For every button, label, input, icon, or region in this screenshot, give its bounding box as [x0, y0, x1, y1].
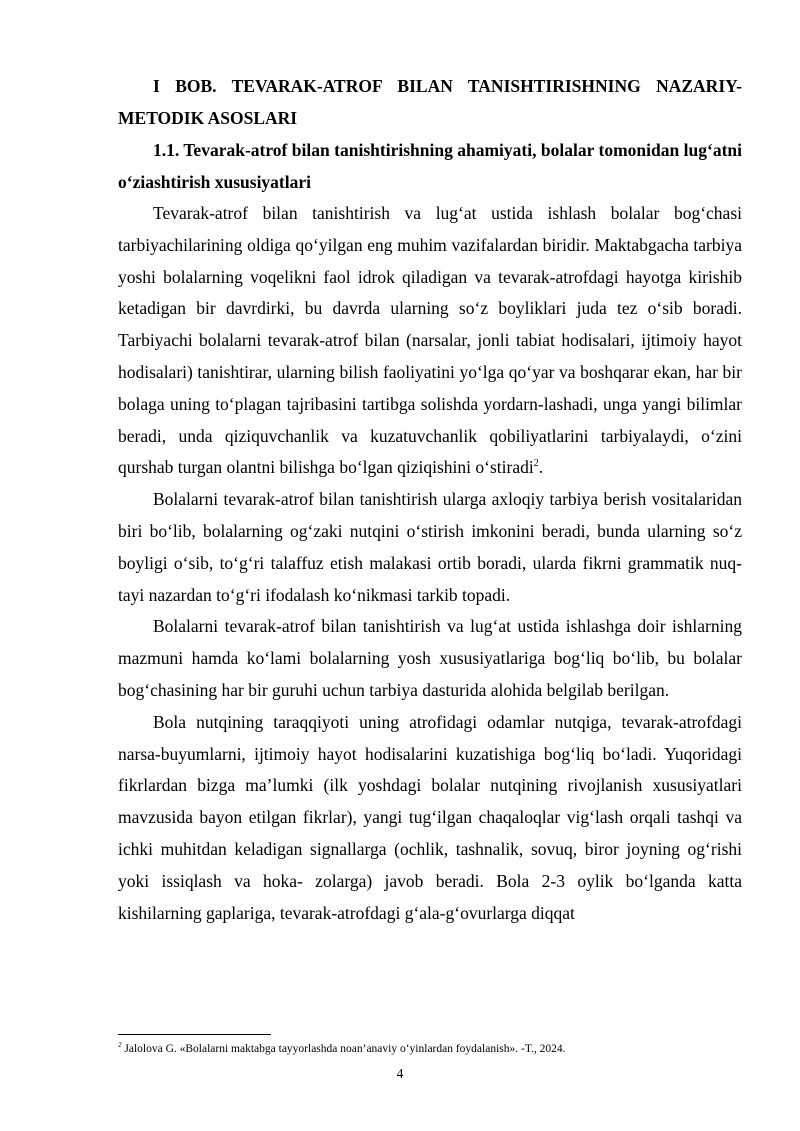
footnote-number: 2 — [118, 1041, 122, 1050]
body-paragraph: Bolalarni tevarak-atrof bilan tanishtirish ularga axloqiy tarbiya berish vositalaridan biri bo‘lib, bolalarning og‘zaki nutqini o‘stirish imkonini beradi, bunda ularning so‘z boyligi o‘sib, to‘g‘ri talaffuz etish malakasi ortib boradi, ularda fikrni grammatik nuq- tayi nazardan to‘g‘ri ifodalash ko‘nikmasi tarkib topadi. — [118, 489, 742, 605]
paragraph-text: Tevarak-atrof bilan tanishtirish va lug‘at ustida ishlash bolalar bog‘chasi tarbiyachilarining oldiga qo‘yilgan eng muhim vazifalardan biridir. Maktabgacha tarbiya yoshi bolalarning voqelikni faol idrok qiladigan va tevarak-atrofdagi hayotga kirishib ketadigan bir davrdirki, bu davrda ularning so‘z boyliklari juda tez o‘sib boradi. Tarbiyachi bolalarni tevarak-atrof bilan (narsalar, jonli tabiat hodisalari, ijtimoiy hayot hodisalari) tanishtirar, ularning bilish faoliyatini yo‘lga qo‘yar va boshqarar ekan, har bir bolaga uning to‘plagan tajribasini tartibga solishda yordarn-lashadi, unga yangi bilimlar beradi, unda qiziquvchanlik va kuzatuvchanlik qobiliyatlarini tarbiyalaydi, o‘zini qurshab turgan olantni bilishga bo‘lgan qiziqishini o‘stiradi — [118, 203, 742, 478]
chapter-title: I BOB. TEVARAK-ATROF BILAN TANISHTIRISHNING NAZARIY-METODIK ASOSLARI — [118, 76, 742, 128]
body-paragraph: Bolalarni tevarak-atrof bilan tanishtirish va lug‘at ustida ishlashga doir ishlarning mazmuni hamda ko‘lami bolalarning yosh xususiyatlariga bog‘liq bo‘lib, bu bolalar bog‘chasining har bir guruhi uchun tarbiya dasturida alohida belgilab berilgan. — [118, 616, 742, 700]
body-paragraph: Bola nutqining taraqqiyoti uning atrofidagi odamlar nutqiga, tevarak-atrofdagi narsa-buyumlarni, ijtimoiy hayot hodisalarini kuzatishiga bog‘liq bo‘ladi. Yuqoridagi fikrlardan bizga ma’lumki (ilk yoshdagi bolalar nutqining rivojlanish xususiyatlari mavzusida bayon etilgan fikrlar), yangi tug‘ilgan chaqaloqlar vig‘lash orqali tashqi va ichki muhitdan keladigan signallarga (ochlik, tashnalik, sovuq, biror joyning og‘rishi yoki issiqlash va hoka- zolarga) javob beradi. Bola 2-3 oylik bo‘lganda katta kishilarning gaplariga, tevarak-atrofdagi g‘ala-g‘ovurlarga diqqat — [118, 711, 742, 923]
document-page — [118, 70, 742, 929]
section-title: 1.1. Tevarak-atrof bilan tanishtirishning ahamiyati, bolalar tomonidan lug‘atni o‘ziashtirish xususiyatlari — [118, 140, 742, 192]
page-number: 4 — [396, 1066, 404, 1081]
footnote-text: Jalolova G. «Bolalarni maktabga tayyorlashda noan’anaviy o‘yinlardan foydalanish». -T., 2024. — [121, 1043, 566, 1055]
footnote-separator — [118, 1034, 271, 1035]
footnote-reference[interactable]: 2 — [533, 458, 539, 470]
body-paragraph: Tevarak-atrof bilan tanishtirish va lug‘at ustida ishlash bolalar bog‘chasi tarbiyachilarining oldiga qo‘yilgan eng muhim vazifalardan biridir. Maktabgacha tarbiya yoshi bolalarning voqelikni faol idrok qiladigan va tevarak-atrofdagi hayotga kirishib ketadigan bir davrdirki, bu davrda ularning so‘z boyliklari juda tez o‘sib boradi. Tarbiyachi bolalarni tevarak-atrof bilan (narsalar, jonli tabiat hodisalari, ijtimoiy hayot hodisalari) tanishtirar, ularning bilish faoliyatini yo‘lga qo‘yar va boshqarar ekan, har bir bolaga uning to‘plagan tajribasini tartibga solishda yordarn-lashadi, unga yangi bilimlar beradi, unda qiziquvchanlik va kuzatuvchanlik qobiliyatlarini tarbiyalaydi, o‘zini qurshab turgan olantni bilishga bo‘lgan qiziqishini o‘stiradi$^2$. — [118, 203, 742, 478]
footnote — [118, 1041, 742, 1057]
